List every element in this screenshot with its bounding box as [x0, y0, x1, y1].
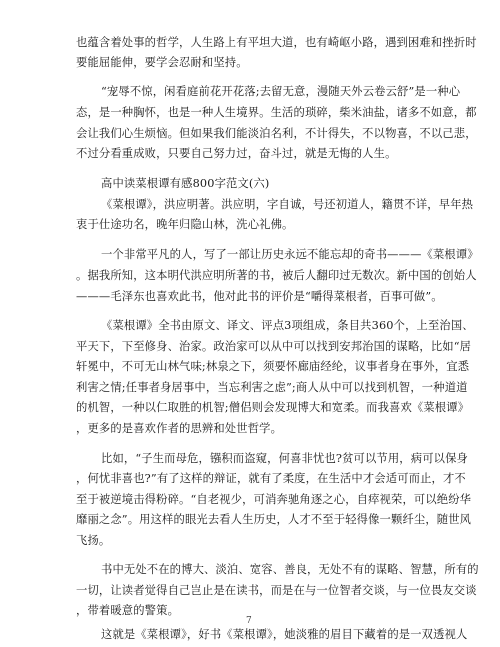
text-line: 衷于仕途功名，晚年归隐山林，洗心礼佛。 [76, 218, 294, 231]
text-line: ，更多的是喜欢作者的思辨和处世哲学。 [76, 422, 283, 435]
text-line: 利害之情;任事者身居事中，当忘利害之虑”;商人从中可以找到机智，一种道道 [76, 381, 468, 394]
page-number: 7 [246, 616, 252, 626]
text-line: ，何忧非喜也?”有了这样的辩证，就有了柔度，在生活中才会适可而止，才不 [76, 472, 466, 485]
text-line: 比如，“子生而母危，镪积而盗窥，何喜非忧也?贫可以节用，病可以保身 [101, 452, 468, 465]
text-line: 不过分看重成败，只要自己努力过，奋斗过，就是无悔的人生。 [76, 147, 397, 160]
text-line: 也蕴含着处事的哲学，人生路上有平坦大道，也有崎岖小路，遇到困难和挫折时 [76, 36, 477, 49]
text-line: 态，是一种胸怀，也是一种人生境界。生活的琐碎，柴米油盐，诸多不如意，都 [76, 106, 477, 119]
text-line: 轩冕中，不可无山林气味;林泉之下，须要怀廊庙经纶，议事者身在事外，宜悉 [76, 360, 470, 373]
text-line: 这就是《菜根谭》，好书《菜根谭》，她淡雅的眉目下藏着的是一双透视人 [101, 628, 468, 641]
text-line: 书中无处不在的博大、淡泊、宽容、善良，无处不有的谋略、智慧，所有的 [101, 563, 479, 576]
text-line: ，带着暖意的警策。 [76, 604, 180, 617]
text-line: 《菜根谭》全书由原文、译文、评点3项组成，条目共360个，上至治国、 [101, 319, 474, 332]
text-line: 飞扬。 [76, 534, 111, 547]
text-line: 一个非常平凡的人，写了一部让历史永远不能忘却的奇书———《菜根谭》 [101, 248, 479, 261]
text-line: 一切，让读者觉得自己岂止是在读书，而是在与一位智者交谈，与一位畏友交谈 [76, 584, 477, 597]
text-line: 要能屈能伸，要学会忍耐和坚持。 [76, 56, 248, 69]
text-line: 靡丽之念”。用这样的眼光去看人生历史，人才不至于轻得像一颗纤尘，随世风 [76, 513, 472, 526]
text-line: 平天下，下至修身、治家。政治家可以从中可以找到安邦治国的谋略，比如“居 [76, 340, 472, 353]
section-heading: 高中读菜根谭有感800字范文(六) [101, 177, 270, 190]
text-line: 会让我们心生烦恼。但如果我们能淡泊名利，不计得失，不以物喜，不以己悲， [76, 127, 477, 140]
text-line: ———毛泽东也喜欢此书，他对此书的评价是“嚼得菜根者，百事可做”。 [76, 290, 443, 303]
text-line: 至于被逆境击得粉碎。“自老视少，可消奔驰角逐之心，自瘁视荣，可以绝纷华 [76, 493, 472, 506]
text-line: 《菜根谭》，洪应明著。洪应明，字自诚，号还初道人，籍贯不详，早年热 [101, 198, 474, 211]
text-line: 。据我所知，这本明代洪应明所著的书，被后人翻印过无数次。新中国的创始人 [76, 269, 477, 282]
text-line: “宠辱不惊，闲看庭前花开花落;去留无意，漫随天外云卷云舒”是一种心 [101, 85, 461, 98]
text-line: 的机智，一种以仁取胜的机智;僧侣则会发现博大和宽柔。而我喜欢《菜根谭》 [76, 401, 470, 414]
